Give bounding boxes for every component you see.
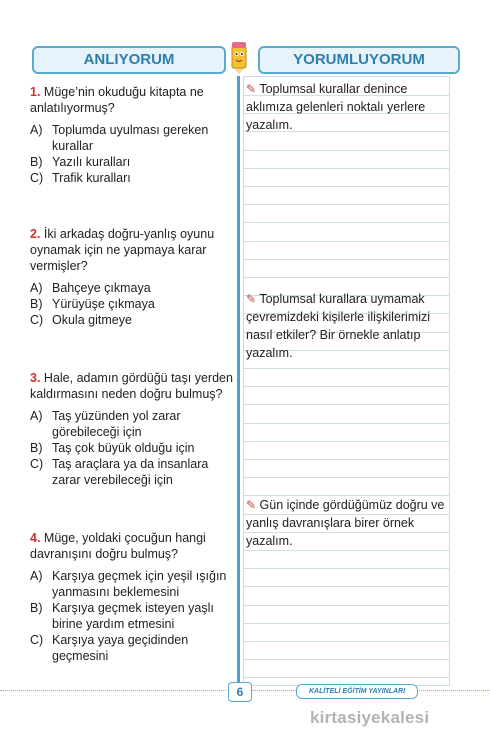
ruled-line (244, 404, 449, 405)
option-key: B) (30, 155, 43, 169)
ruled-line (244, 477, 449, 478)
answer-option[interactable] (30, 600, 235, 632)
question-text: Müge’nin okuduğu kitapta ne anlatılıyormuş? (30, 85, 204, 115)
option-text: Yürüyüşe çıkmaya (52, 297, 155, 311)
pencil-icon: ✎ (246, 82, 257, 96)
option-text: Toplumda uyulması gereken kurallar (52, 123, 209, 153)
question-number: 1. (30, 85, 41, 99)
pencil-icon: ✎ (246, 498, 257, 512)
answer-option[interactable] (30, 408, 235, 440)
footer-rule-left (0, 690, 226, 691)
option-key: C) (30, 313, 44, 327)
answer-option[interactable] (30, 154, 235, 170)
option-text: Yazılı kuralları (52, 155, 131, 169)
answer-option[interactable] (30, 280, 235, 296)
ruled-line (244, 168, 449, 169)
ruled-line (244, 623, 449, 624)
pencil-icon: ✎ (246, 292, 257, 306)
pencil-mascot-icon (225, 40, 253, 74)
question-text: İki arkadaş doğru-yanlış oyunu oynamak için ne yapmaya karar vermişler? (30, 227, 215, 273)
ruled-line (244, 641, 449, 642)
answer-option[interactable] (30, 170, 235, 186)
question-number: 4. (30, 531, 41, 545)
option-key: A) (30, 123, 43, 137)
option-text: Taş çok büyük olduğu için (52, 441, 195, 455)
ruled-line (244, 659, 449, 660)
option-text: Okula gitmeye (52, 313, 132, 327)
column-divider (237, 76, 240, 686)
prompt-text: Gün içinde gördüğümüz doğru ve yanlış davranışlara birer örnek yazalım. (246, 498, 445, 548)
ruled-line (244, 204, 449, 205)
question-number: 3. (30, 371, 41, 385)
option-text: Bahçeye çıkmaya (52, 281, 151, 295)
publisher-label: KALİTELİ EĞİTİM YAYINLARI (296, 684, 418, 699)
question-number: 2. (30, 227, 41, 241)
prompt-1 (246, 80, 446, 134)
answer-option[interactable] (30, 440, 235, 456)
ruled-line (244, 150, 449, 151)
option-key: C) (30, 633, 44, 647)
page-number: 6 (228, 682, 252, 702)
option-text: Karşıya geçmek isteyen yaşlı birine yardım etmesini (52, 601, 214, 631)
option-key: B) (30, 601, 43, 615)
ruled-line (244, 241, 449, 242)
ruled-line (244, 441, 449, 442)
ruled-writing-area[interactable] (243, 76, 450, 686)
ruled-line (244, 423, 449, 424)
ruled-line (244, 459, 449, 460)
option-key: A) (30, 569, 43, 583)
question-text: Hale, adamın gördüğü taşı yerden kaldırmasını neden doğru bulmuş? (30, 371, 233, 401)
prompt-text: Toplumsal kurallara uymamak çevremizdeki kişilerle ilişkilerimizi nasıl etkiler? Bir örnekle anlatıp yazalım. (246, 292, 431, 360)
ruled-line (244, 550, 449, 551)
question-2 (30, 226, 235, 328)
ruled-line (244, 677, 449, 678)
option-text: Karşıya yaya geçidinden geçmesini (52, 633, 189, 663)
option-key: A) (30, 409, 43, 423)
ruled-line (244, 586, 449, 587)
ruled-line (244, 568, 449, 569)
option-key: A) (30, 281, 43, 295)
section-header-yorumluyorum: YORUMLUYORUM (258, 46, 460, 74)
ruled-line (244, 605, 449, 606)
answer-option[interactable] (30, 122, 235, 154)
answer-option[interactable] (30, 456, 235, 488)
option-key: C) (30, 171, 44, 185)
ruled-line (244, 277, 449, 278)
ruled-line (244, 186, 449, 187)
prompt-text: Toplumsal kurallar denince aklımıza gelenleri noktalı yerlere yazalım. (246, 82, 426, 132)
option-key: C) (30, 457, 44, 471)
ruled-line (244, 222, 449, 223)
ruled-line (244, 386, 449, 387)
option-text: Trafik kuralları (52, 171, 131, 185)
answer-option[interactable] (30, 632, 235, 664)
question-text: Müge, yoldaki çocuğun hangi davranışını doğru bulmuş? (30, 531, 206, 561)
watermark: kirtasiyekalesi (310, 708, 430, 727)
option-text: Taş araçlara ya da insanlara zarar verebileceği için (52, 457, 209, 487)
prompt-2 (246, 290, 446, 362)
answer-option[interactable] (30, 568, 235, 600)
option-key: B) (30, 297, 43, 311)
question-1 (30, 84, 235, 186)
option-text: Karşıya geçmek için yeşil ışığın yanmasını beklemesini (52, 569, 227, 599)
ruled-line (244, 368, 449, 369)
ruled-line (244, 259, 449, 260)
option-key: B) (30, 441, 43, 455)
section-header-anliyorum: ANLIYORUM (32, 46, 226, 74)
answer-option[interactable] (30, 312, 235, 328)
prompt-3 (246, 496, 446, 550)
question-3 (30, 370, 235, 488)
option-text: Taş yüzünden yol zarar görebileceği için (52, 409, 181, 439)
answer-option[interactable] (30, 296, 235, 312)
question-4 (30, 530, 235, 664)
